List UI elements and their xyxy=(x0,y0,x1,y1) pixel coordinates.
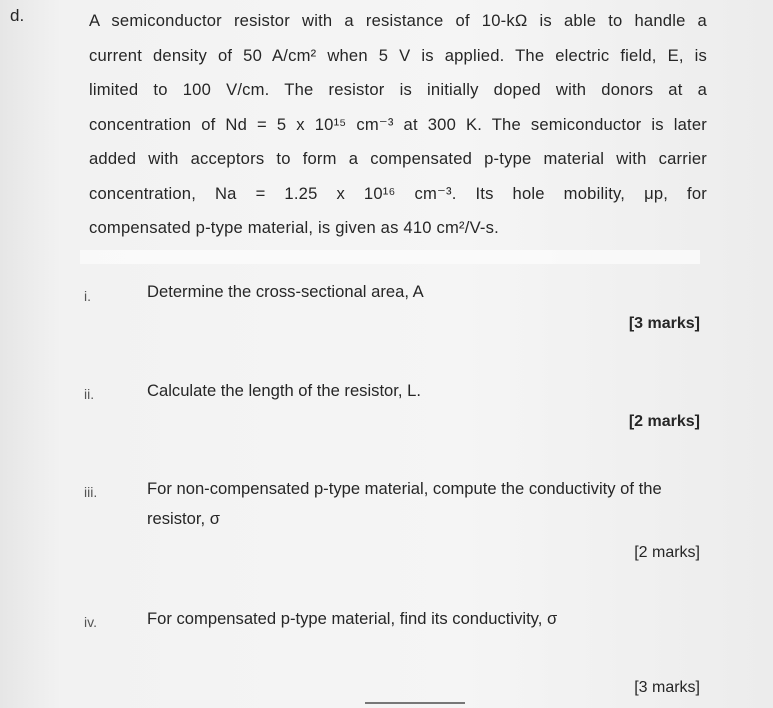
part-marks: [3 marks] xyxy=(634,679,700,696)
part-text: Calculate the length of the resistor, L. xyxy=(147,381,421,400)
part-numeral: iv. xyxy=(84,614,97,630)
stem-line: limited to 100 V/cm. The resistor is initially doped with donors at a xyxy=(89,80,707,99)
stem-line: A semiconductor resistor with a resistance of 10-kΩ is able to handle a xyxy=(89,11,707,30)
stem-line: current density of 50 A/cm² when 5 V is applied. The electric field, E, is xyxy=(89,45,707,65)
part-marks: [2 marks] xyxy=(634,544,700,561)
part-text: For compensated p-type material, find its conductivity, σ xyxy=(147,609,558,628)
part-marks: [2 marks] xyxy=(628,413,700,430)
stem-line: concentration of Nd = 5 x 10¹⁵ cm⁻³ at 300 K. The semiconductor is later xyxy=(89,114,707,134)
part-text: For non-compensated p-type material, compute the conductivity of the resistor, σ xyxy=(147,479,662,528)
scan-rule xyxy=(365,702,465,704)
part-numeral: iii. xyxy=(84,484,98,500)
stem-line: compensated p-type material, is given as 410 cm²/V-s. xyxy=(89,218,499,237)
part-marks: [3 marks] xyxy=(628,315,700,332)
scan-smudge xyxy=(80,250,700,264)
part-numeral: ii. xyxy=(84,386,95,402)
part-numeral: i. xyxy=(84,288,91,304)
stem-line: concentration, Na = 1.25 x 10¹⁶ cm⁻³. Its hole mobility, μp, for xyxy=(89,183,707,203)
question-stem xyxy=(89,4,707,246)
stem-line: added with acceptors to form a compensated p-type material with carrier xyxy=(89,149,707,168)
question-letter: d. xyxy=(10,6,25,25)
part-text: Determine the cross-sectional area, A xyxy=(147,282,424,301)
